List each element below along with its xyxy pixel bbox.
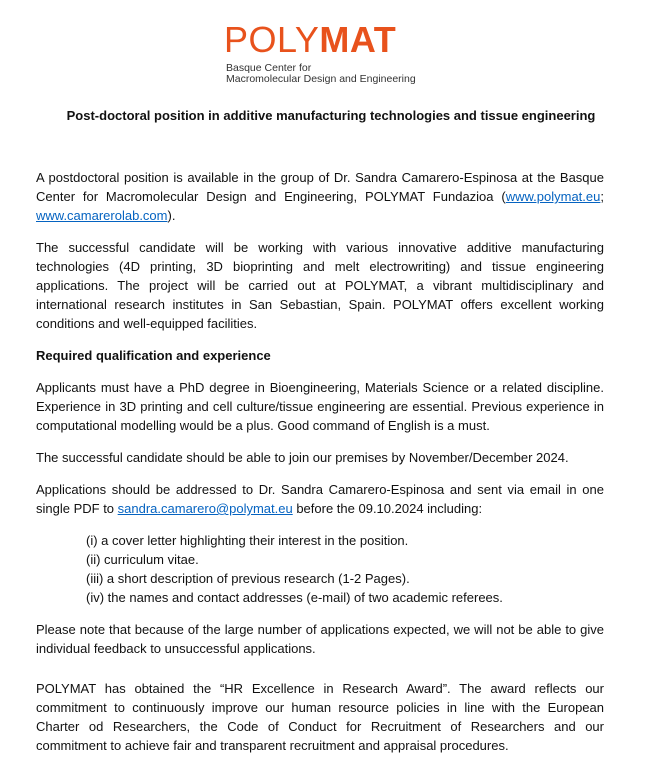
list-item: (i) a cover letter highlighting their interest in the position. <box>86 533 409 548</box>
logo-part-mat: MAT <box>319 19 397 60</box>
logo-subtitle <box>226 63 434 85</box>
logo-part-poly: POLY <box>224 19 320 60</box>
hr-award-paragraph: POLYMAT has obtained the “HR Excellence in Research Award”. The award reflects our commitment to continuously improve our human resource policies in line with the European Charter od Researchers, the Code of Conduct for Recruitment of Researchers and our commitment to achieve fair and transparent recruitment and appraisal procedures. <box>36 681 604 753</box>
intro-separator: ; <box>600 189 604 204</box>
intro-text-a: A postdoctoral position is available in the group of Dr. Sandra Camarero-Espinosa at the Basque Center for Macromolecular Design and Engineering, POLYMAT Fundazioa ( <box>36 170 604 204</box>
list-item: (iv) the names and contact addresses (e-mail) of two academic referees. <box>86 590 503 605</box>
requirements-paragraph: Applicants must have a PhD degree in Bioengineering, Materials Science or a related discipline. Experience in 3D printing and cell culture/tissue engineering are essential. Previous experience in computational modelling would be a plus. Good command of English is a must. <box>36 380 604 433</box>
email-link[interactable]: sandra.camarero@polymat.eu <box>117 501 293 516</box>
document-body <box>36 168 604 768</box>
polymat-website-link[interactable]: www.polymat.eu <box>505 189 601 204</box>
start-date-paragraph: The successful candidate should be able to join our premises by November/December 2024. <box>36 450 569 465</box>
logo-subtitle-line1: Basque Center for <box>226 62 312 74</box>
logo-subtitle-line2: Macromolecular Design and Engineering <box>226 73 416 85</box>
intro-paragraph <box>36 168 604 225</box>
intro-text-b: ). <box>167 208 176 223</box>
requirements-heading: Required qualification and experience <box>36 348 271 363</box>
spacer <box>36 671 604 679</box>
feedback-note-paragraph: Please note that because of the large number of applications expected, we will not be able to give individual feedback to unsuccessful applications. <box>36 622 604 656</box>
applications-paragraph <box>36 480 604 518</box>
applications-text-b: before the 09.10.2024 including: <box>292 501 483 516</box>
logo-wordmark <box>224 19 434 60</box>
list-item: (ii) curriculum vitae. <box>86 552 199 567</box>
polymat-logo <box>224 19 434 85</box>
project-paragraph: The successful candidate will be working with various innovative additive manufacturing technologies (4D printing, 3D bioprinting and melt electrowriting) and tissue engineering applications. The project will be carried out at POLYMAT, a vibrant multidisciplinary and international research institutes in San Sebastian, Spain. POLYMAT offers excellent working conditions and well-equipped facilities. <box>36 240 604 331</box>
camarerolab-website-link[interactable]: www.camarerolab.com <box>36 208 168 223</box>
application-documents-list <box>36 531 604 607</box>
list-item: (iii) a short description of previous research (1-2 Pages). <box>86 571 410 586</box>
document-title: Post-doctoral position in additive manufacturing technologies and tissue engineering <box>66 108 596 123</box>
applications-text-a: Applications should be addressed to Dr. Sandra Camarero-Espinosa and sent via email in one single PDF to <box>36 482 604 516</box>
